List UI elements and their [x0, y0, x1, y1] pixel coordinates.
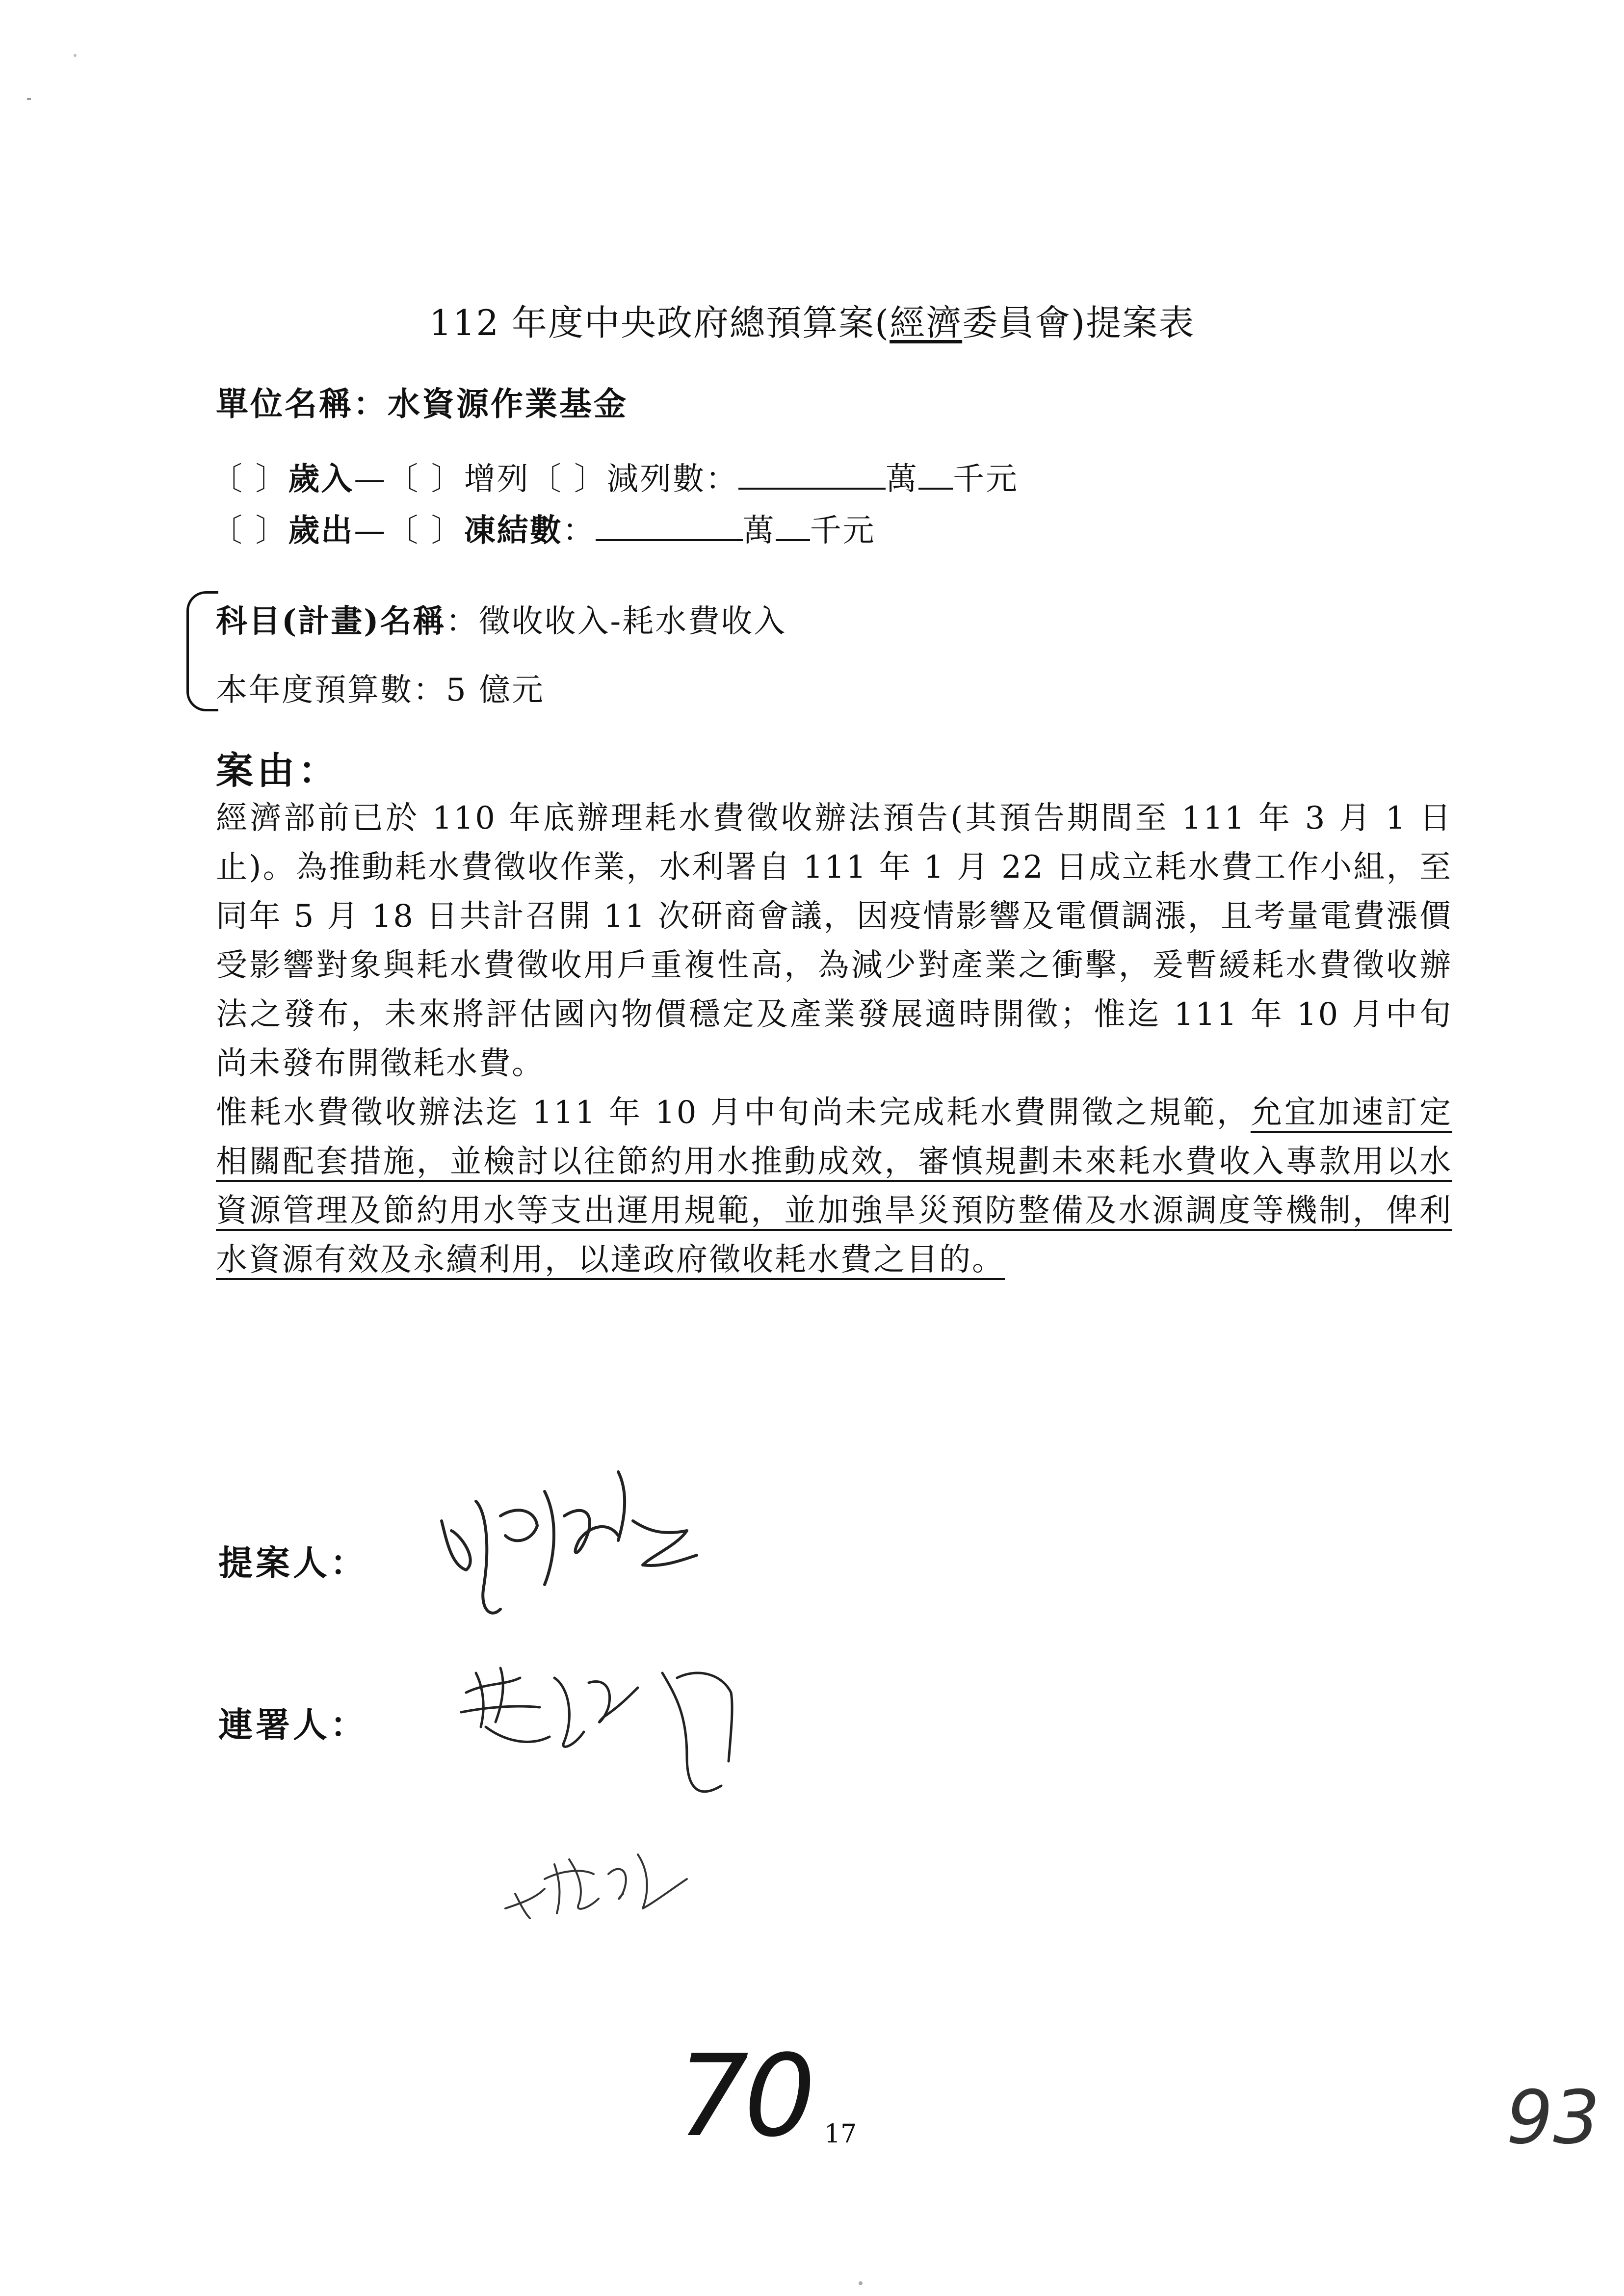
cause-paragraph-2: 惟耗水費徵收辦法迄 111 年 10 月中旬尚未完成耗水費開徵之規範，允宜加速訂定相關配套措施，並檢討以往節約用水推動成效，審慎規劃未來耗水費收入專款用以水資源管理及節約用水等支出運用規範，並加強旱災預防整備及水源調度等機制，俾利水資源有效及永續利用，以達政府徵收耗水費之目的。 — [216, 1095, 1453, 1278]
scan-dot — [859, 2281, 863, 2285]
page-title: 112 年度中央政府總預算案(經濟委員會)提案表 — [429, 302, 1195, 343]
cause-heading: 案由： — [216, 749, 340, 792]
subject-name: 科目(計畫)名稱：徵收收入-耗水費收入 — [216, 603, 787, 640]
expense-line: 〔 〕歲出—〔 〕凍結數： 萬 千元 — [211, 512, 876, 549]
amount-blank — [776, 512, 810, 541]
corner-handwritten-number: 93 — [1506, 2075, 1600, 2161]
amount-blank — [596, 512, 743, 541]
cause-paragraph-1: 經濟部前已於 110 年底辦理耗水費徵收辦法預告(其預告期間至 111 年 3 月 1 日止)。為推動耗水費徵收作業，水利署自 111 年 1 月 22 日成立耗水費工作小組，至同年 5 月 18 日共計召開 11 次研商會議，因疫情影響及電價調漲，且考量電費漲價受影響對象與耗水費徵收用戶重複性高，為減少對產業之衝擊，爰暫緩耗水費徵收辦法之發布，未來將評估國內物價穩定及產業發展適時開徵；惟迄 111 年 10 月中旬尚未發布開徵耗水費。 — [216, 800, 1452, 1082]
scan-dot — [27, 98, 31, 100]
checkbox-freeze: 〔 〕 — [387, 513, 464, 549]
checkbox-expense: 〔 〕 — [211, 513, 288, 549]
subject-bracket — [186, 591, 218, 711]
proposer-signature — [432, 1462, 707, 1639]
proposer-label: 提案人： — [218, 1542, 367, 1583]
underlined-recommendation: 允宜加速訂定相關配套措施，並檢討以往節約用水推動成效，審慎規劃未來耗水費收入專款用以水資源管理及節約用水等支出運用規範，並加強旱災預防整備及水源調度等機制，俾利水資源有效及永續利用，以達政府徵收耗水費之目的。 — [216, 1095, 1453, 1278]
budget-amount: 本年度預算數：5 億元 — [216, 672, 545, 708]
amount-blank — [918, 460, 953, 490]
checkbox-revenue: 〔 〕 — [211, 461, 288, 497]
page-number: 17 — [824, 2119, 857, 2149]
unit-name: 單位名稱：水資源作業基金 — [216, 385, 628, 423]
cosigner-signature — [456, 1658, 760, 1933]
amount-blank — [738, 460, 886, 490]
revenue-line: 〔 〕歲入—〔 〕增列〔 〕減列數： 萬 千元 — [211, 461, 1019, 497]
handwritten-page-number: 70 — [677, 2031, 811, 2162]
checkbox-decrease: 〔 〕 — [529, 461, 607, 497]
checkbox-increase: 〔 〕 — [387, 461, 464, 497]
cosigner-label: 連署人： — [218, 1704, 367, 1745]
scan-dot — [74, 54, 77, 57]
